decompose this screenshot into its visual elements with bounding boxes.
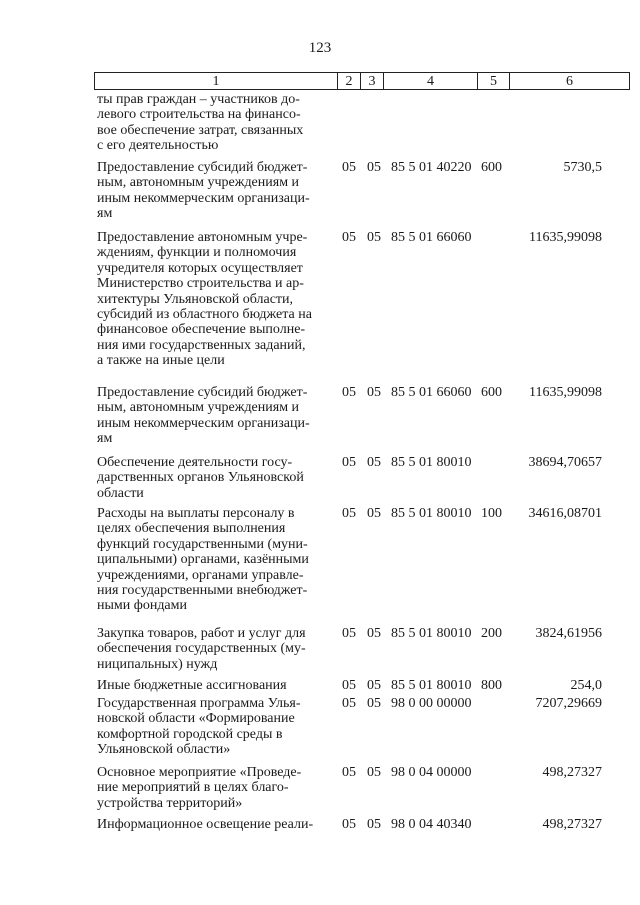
table-row [97,678,630,696]
budget-table-body [97,92,630,835]
header-col-4: 4 [384,73,478,89]
row-section: 05 [342,455,356,470]
header-col-6: 6 [566,74,573,89]
row-subsection: 05 [367,626,381,641]
row-subsection: 05 [367,696,381,711]
table-row [97,92,630,160]
header-col-5: 5 [478,73,510,89]
row-amount: 254,0 [570,678,602,693]
row-description: Предоставление субсидий бюджет- ным, автономным учреждениям и иным некоммерческим организаци- ям [97,385,310,447]
table-row [97,506,630,626]
row-target-code: 98 0 04 40340 [391,817,472,832]
header-col-2: 2 [338,73,361,89]
row-section: 05 [342,678,356,693]
row-target-code: 98 0 04 00000 [391,765,472,780]
row-target-code: 85 5 01 80010 [391,678,472,693]
row-section: 05 [342,230,356,245]
row-amount: 3824,61956 [535,626,602,641]
row-amount: 34616,08701 [528,506,602,521]
row-amount: 498,27327 [542,817,602,832]
row-amount: 7207,29669 [535,696,602,711]
table-row [97,160,630,230]
row-section: 05 [342,626,356,641]
row-section: 05 [342,160,356,175]
row-subsection: 05 [367,230,381,245]
row-target-code: 98 0 00 00000 [391,696,472,711]
header-col-1: 1 [95,73,338,89]
row-target-code: 85 5 01 40220 [391,160,472,175]
row-target-code: 85 5 01 66060 [391,385,472,400]
page-number: 123 [308,40,332,56]
header-col-3: 3 [361,73,384,89]
row-description: Иные бюджетные ассигнования [97,678,287,693]
row-description: Расходы на выплаты персоналу в целях обеспечения выполнения функций государственными (муни- ципальными) органами, казёнными учреждениями, органами управле- ния государственными внебюджет- ными фондами [97,506,309,614]
row-section: 05 [342,817,356,832]
row-amount: 498,27327 [542,765,602,780]
table-row [97,626,630,678]
row-description: Закупка товаров, работ и услуг для обеспечения государственных (му- ниципальных) нужд [97,626,306,672]
row-subsection: 05 [367,817,381,832]
table-header-row [94,72,630,90]
row-subsection: 05 [367,385,381,400]
row-subsection: 05 [367,765,381,780]
row-target-code: 85 5 01 66060 [391,230,472,245]
row-description: Основное мероприятие «Проведе- ние мероприятий в целях благо- устройства территорий» [97,765,302,811]
row-amount: 5730,5 [563,160,602,175]
row-expense-type: 600 [481,385,502,400]
row-description: Обеспечение деятельности госу- дарственных органов Ульяновской области [97,455,304,501]
row-subsection: 05 [367,678,381,693]
row-amount: 11635,99098 [529,230,602,245]
row-target-code: 85 5 01 80010 [391,506,472,521]
row-amount: 11635,99098 [529,385,602,400]
table-row [97,696,630,765]
row-expense-type: 200 [481,626,502,641]
table-row [97,765,630,817]
row-expense-type: 600 [481,160,502,175]
row-section: 05 [342,506,356,521]
row-expense-type: 800 [481,678,502,693]
row-target-code: 85 5 01 80010 [391,455,472,470]
row-amount: 38694,70657 [528,455,602,470]
row-subsection: 05 [367,506,381,521]
row-section: 05 [342,765,356,780]
table-row [97,230,630,385]
row-description: Предоставление автономным учре- ждениям, функции и полномочия учредителя которых осуществляет Министерство строительства и ар- хитектуры Ульяновской области, субсидий из областного бюджета на финансовое обеспечение выполне- ния ими государственных заданий, а также на иные цели [97,230,312,369]
row-target-code: 85 5 01 80010 [391,626,472,641]
row-section: 05 [342,696,356,711]
row-description: ты прав граждан – участников до- левого строительства на финансо- вое обеспечение затрат, связанных с его деятельностью [97,92,304,154]
row-description: Информационное освещение реали- [97,817,314,832]
table-row [97,385,630,455]
row-subsection: 05 [367,455,381,470]
table-row [97,455,630,506]
row-description: Предоставление субсидий бюджет- ным, автономным учреждениям и иным некоммерческим организаци- ям [97,160,310,222]
row-section: 05 [342,385,356,400]
row-expense-type: 100 [481,506,502,521]
row-description: Государственная программа Улья- новской области «Формирование комфортной городской среды в Ульяновской области» [97,696,301,758]
row-subsection: 05 [367,160,381,175]
table-row [97,817,630,835]
